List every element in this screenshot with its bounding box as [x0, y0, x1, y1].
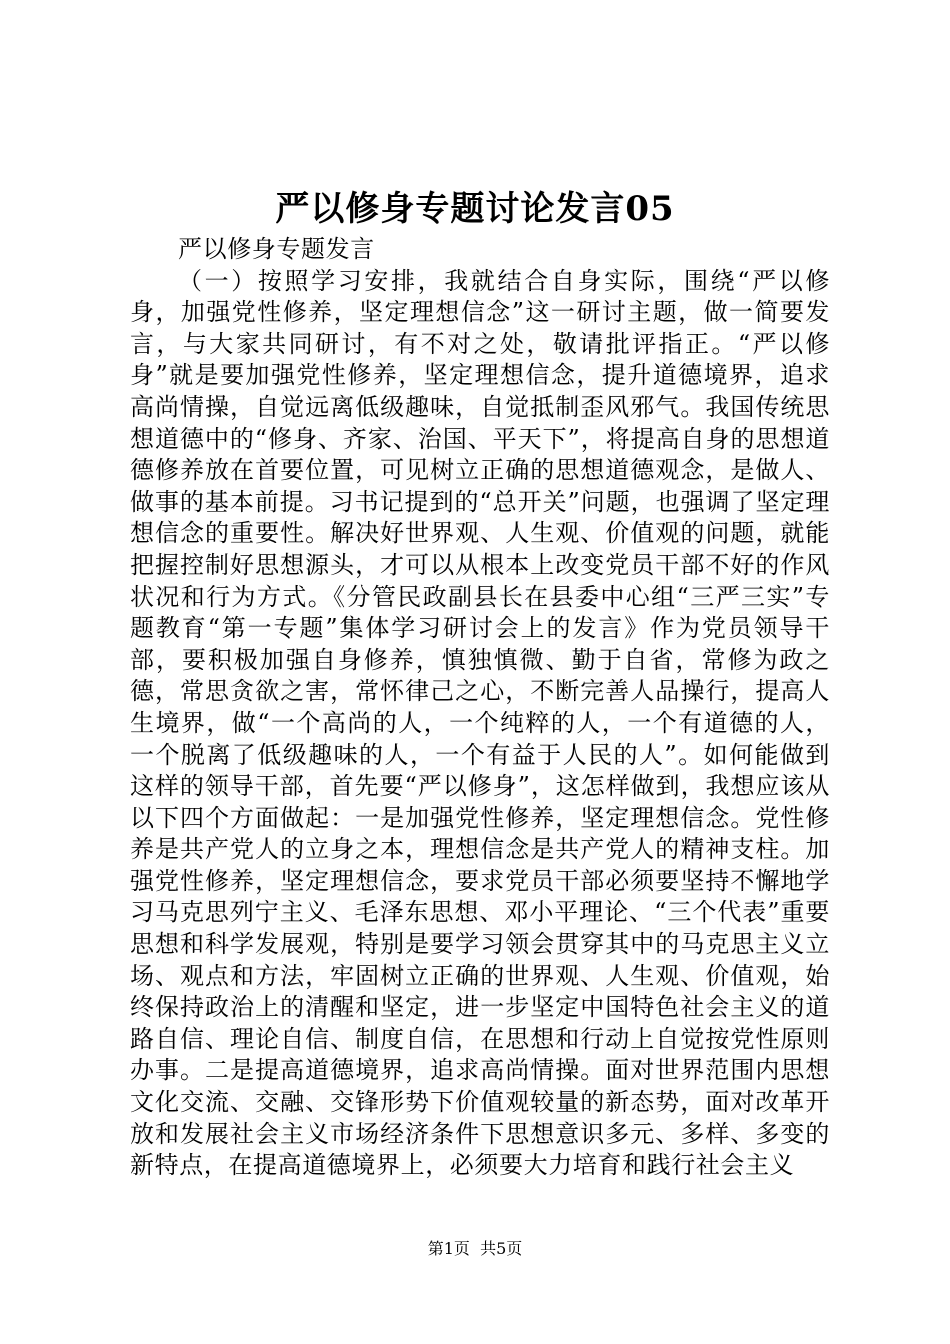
document-title: 严以修身专题讨论发言05	[275, 189, 675, 229]
body-paragraph: （一）按照学习安排，我就结合自身实际，围绕“严以修身，加强党性修养，坚定理想信念”这一研讨主题，做一简要发言，与大家共同研讨，有不对之处，敬请批评指正。“严以修身”就是要加强党性修养，坚定理想信念，提升道德境界，追求高尚情操，自觉远离低级趣味，自觉抵制歪风邪气。我国传统思想道德中的“修身、齐家、治国、平天下”，将提高自身的思想道德修养放在首要位置，可见树立正确的思想道德观念，是做人、做事的基本前提。习书记提到的“总开关”问题，也强调了坚定理想信念的重要性。解决好世界观、人生观、价值观的问题，就能把握控制好思想源头，才可以从根本上改变党员干部不好的作风状况和行为方式。《分管民政副县长在县委中心组“三严三实”专题教育“第一专题”集体学习研讨会上的发言》作为党员领导干部，要积极加强自身修养，慎独慎微、勤于自省，常修为政之德，常思贪欲之害，常怀律己之心，不断完善人品操行，提高人生境界，做“一个高尚的人，一个纯粹的人，一个有道德的人，一个脱离了低级趣味的人，一个有益于人民的人”。如何能做到这样的领导干部，首先要“严以修身”，这怎样做到，我想应该从以下四个方面做起：一是加强党性修养，坚定理想信念。党性修养是共产党人的立身之本，理想信念是共产党人的精神支柱。加强党性修养，坚定理想信念，要求党员干部必须要坚持不懈地学习马克思列宁主义、毛泽东思想、邓小平理论、“三个代表”重要思想和科学发展观，特别是要学习领会贯穿其中的马克思主义立场、观点和方法，牢固树立正确的世界观、人生观、价值观，始终保持政治上的清醒和坚定，进一步坚定中国特色社会主义的道路自信、理论自信、制度自信，在思想和行动上自觉按党性原则办事。二是提高道德境界，追求高尚情操。面对世界范围内思想文化交流、交融、交锋形势下价值观较量的新态势，面对改革开放和发展社会主义市场经济条件下思想意识多元、多样、多变的新特点，在提高道德境界上，必须要大力培育和践行社会主义	[130, 266, 830, 1180]
page-footer	[0, 1238, 950, 1260]
page-number: 第1页	[427, 1239, 470, 1258]
page-total: 共5页	[480, 1239, 523, 1258]
document-subtitle: 严以修身专题发言	[178, 235, 375, 263]
footer-spacer	[470, 1239, 480, 1258]
document-body	[130, 234, 830, 1182]
